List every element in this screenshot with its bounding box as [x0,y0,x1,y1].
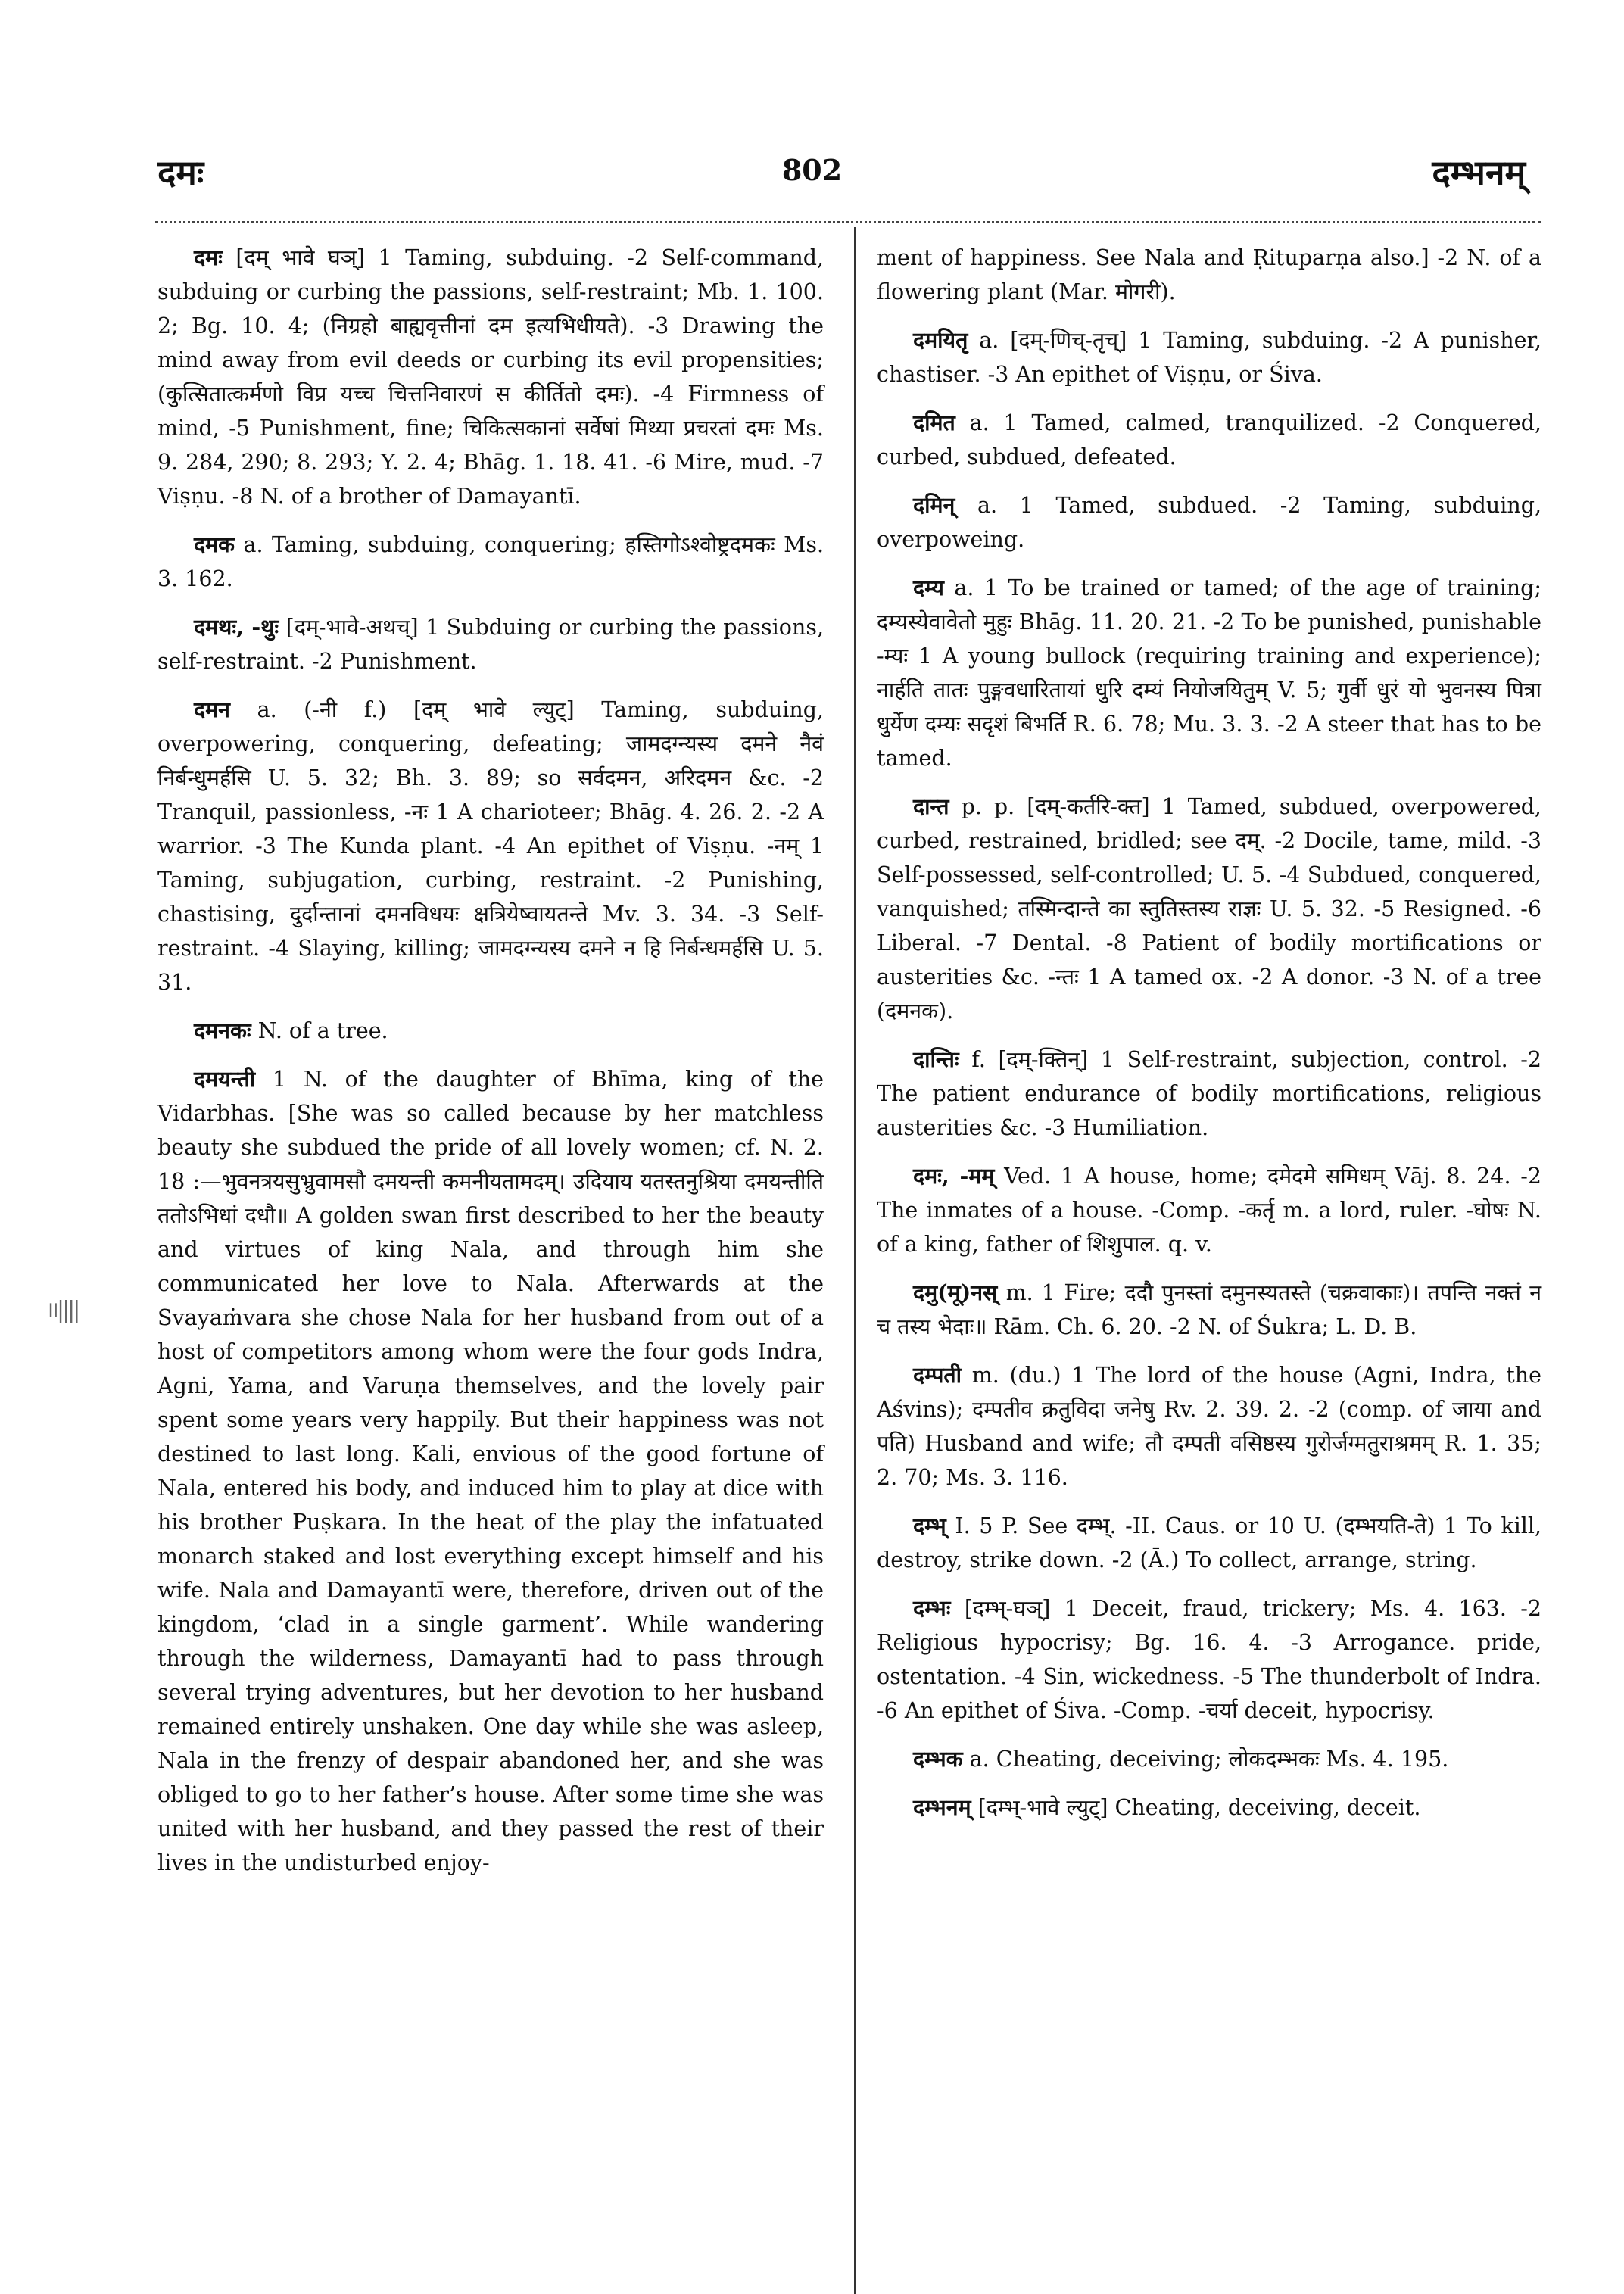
headword: दान्त [913,793,949,819]
definition: Ved. 1 A house, home; दमेदमे समिधम् Vāj. 8. 24. -2 The inmates of a house. -Comp. -कर्तृ m. a lord, ruler. -घोषः N. of a king, father of शिशुपाल. q. v. [877,1164,1541,1257]
headword: दम्भनम् [913,1794,971,1820]
dictionary-entry [157,693,824,999]
right-column [877,241,1541,1839]
headword: दमः, -मम् [913,1163,995,1189]
headword: दमन [194,697,230,722]
definition: p. p. [दम्-कर्तरि-क्त] 1 Tamed, subdued, overpowered, curbed, restrained, bridled; see दम्. -2 Docile, tame, mild. -3 Self-possessed, self-controlled; U. 5. -4 Subdued, conquered, vanquished; तस्मिन्दान्ते का स्तुतिस्तस्य राज्ञः U. 5. 32. -5 Resigned. -6 Liberal. -7 Dental. -8 Patient of bodily mortifications or austerities &c. -न्तः 1 A tamed ox. -2 A donor. -3 N. of a tree (दमनक). [877,794,1541,1024]
definition: a. 1 Tamed, subdued. -2 Taming, subduing, overpoweing. [877,493,1542,552]
headword: दम्पती [913,1362,962,1388]
dictionary-entry [157,1062,824,1880]
running-head-left: दमः [157,152,204,193]
dictionary-entry [157,528,824,596]
dictionary-entry [877,1509,1541,1577]
dictionary-entry [877,1276,1541,1344]
dictionary-entry-continued [877,241,1541,309]
dictionary-entry [877,1358,1541,1495]
definition: a. 1 To be trained or tamed; of the age of training; दम्यस्येवावेतो मुहुः Bhāg. 11. 20. 21. -2 To be punished, punishable -म्यः 1 A young bullock (requiring training and experience); नार्हति तातः पुङ्गवधारितायां धुरि दम्यं नियोजयितुम् V. 5; गुर्वी धुरं यो भुवनस्य पित्रा धुर्येण दम्यः सदृशं बिभर्ति R. 6. 78; Mu. 3. 3. -2 A steer that has to be tamed. [877,575,1541,771]
definition: a. [दम्-णिच्-तृच्] 1 Taming, subduing. -2 A punisher, chastiser. -3 An epithet of Viṣṇu, or Śiva. [877,328,1541,387]
page-number: 802 [781,153,843,187]
dictionary-entry [877,488,1541,556]
headword: दमु(मू)नस् [913,1279,998,1305]
definition: I. 5 P. See दम्भ्. -II. Caus. or 10 U. (दम्भयति-ते) 1 To kill, destroy, strike down. -2 (Ā.) To collect, arrange, string. [877,1513,1541,1572]
headword: दम्भक [913,1746,963,1772]
dictionary-entry [877,1591,1541,1728]
dictionary-entry [877,323,1541,391]
definition: a. Taming, subduing, conquering; हस्तिगोऽश्वोष्ट्रदमकः Ms. 3. 162. [157,532,824,591]
definition: f. [दम्-क्तिन्] 1 Self-restraint, subjection, control. -2 The patient endurance of bodily mortifications, religious austerities &c. -3 Humiliation. [877,1047,1542,1140]
dictionary-entry [157,610,824,678]
margin-mark: ॥|||| [45,1297,79,1323]
definition: [दम्भ्-घञ्] 1 Deceit, fraud, trickery; Ms. 4. 163. -2 Religious hypocrisy; Bg. 16. 4. -3 Arrogance. pride, ostentation. -4 Sin, wickedness. -5 The thunderbolt of Indra. -6 An epithet of Śiva. -Comp. -चर्या deceit, hypocrisy. [877,1596,1541,1723]
headword: दमः [194,245,223,270]
running-head-right: दम्भनम् [1432,152,1526,193]
definition: a. Cheating, deceiving; लोकदम्भकः Ms. 4. 195. [969,1747,1449,1772]
definition: m. (du.) 1 The lord of the house (Agni, Indra, the Aśvins); दम्पतीव क्रतुविदा जनेषु Rv. 2. 39. 2. -2 (comp. of जाया and पति) Husband and wife; तौ दम्पती वसिष्ठस्य गुरोर्जग्मतुराश्रमम् R. 1. 35; 2. 70; Ms. 3. 116. [877,1363,1541,1490]
definition: 1 N. of the daughter of Bhīma, king of the Vidarbhas. [She was so called because by her matchless beauty she subdued the pride of all lovely women; cf. N. 2. 18 :—भुवनत्रयसुभ्रुवामसौ दमयन्ती कमनीयतामदम्। उदियाय यतस्तनुश्रिया दमयन्तीति ततोऽभिधां दधौ॥ A golden swan first described to her the beauty and virtues of king Nala, and through him she communicated her love to Nala. Afterwards at the Svayaṁvara she chose Nala for her husband from out of a host of competitors among whom were the four gods Indra, Agni, Yama, and Varuṇa themselves, and the lovely pair spent some years very happily. But their happiness was not destined to last long. Kali, envious of the good fortune of Nala, entered his body, and induced him to play at dice with his brother Puṣkara. In the heat of the play the infatuated monarch staked and lost everything except himself and his wife. Nala and Damayantī were, therefore, driven out of the kingdom, ‘clad in a single garment’. While wandering through the wilderness, Damayantī had to pass through several trying adventures, but her devotion to her husband remained entirely unshaken. One day while she was asleep, Nala in the frenzy of despair abandoned her, and she was obliged to go to her father’s house. After some time she was united with her husband, and they passed the rest of their lives in the undisturbed enjoy- [157,1067,824,1875]
dictionary-entry [157,241,824,513]
definition: [दम्भ्-भावे ल्युट्] Cheating, deceiving, deceit. [977,1795,1421,1820]
dictionary-entry [877,1159,1541,1261]
left-column [157,241,824,1894]
definition: m. 1 Fire; ददौ पुनस्तां दमुनस्यतस्ते (चक्रवाकाः)। तपन्ति नक्तं न च तस्य भेदाः॥ Rām. Ch. 6. 20. -2 N. of Śukra; L. D. B. [877,1280,1542,1339]
headword: दान्तिः [913,1046,959,1072]
dictionary-entry [157,1014,824,1048]
definition: a. 1 Tamed, calmed, tranquilized. -2 Conquered, curbed, subdued, defeated. [877,410,1541,469]
headword: दमिन् [913,492,955,518]
headword: दमथः, -थुः [194,614,279,640]
dictionary-entry [877,790,1541,1028]
headword: दमित [913,410,955,435]
definition: N. of a tree. [257,1018,388,1043]
headword: दम्भः [913,1595,951,1621]
header-rule [155,221,1541,223]
dictionary-entry [877,1742,1541,1776]
headword: दमक [194,531,235,557]
column-divider [854,227,856,2294]
definition: ment of happiness. See Nala and Ṛituparṇa also.] -2 N. of a flowering plant (Mar. मोगरी). [877,245,1541,304]
headword: दम्भ् [913,1513,946,1538]
definition: [दम्-भावे-अथच्] 1 Subduing or curbing the passions, self-restraint. -2 Punishment. [157,615,824,674]
definition: a. (-नी f.) [दम् भावे ल्युट्] Taming, subduing, overpowering, conquering, defeating; जामदग्न्यस्य दमने नैवं निर्बन्धुमर्हसि U. 5. 32; Bh. 3. 89; so सर्वदमन, अरिदमन &c. -2 Tranquil, passionless, -नः 1 A charioteer; Bhāg. 4. 26. 2. -2 A warrior. -3 The Kunda plant. -4 An epithet of Viṣṇu. -नम् 1 Taming, subjugation, curbing, restraint. -2 Punishing, chastising, दुर्दान्तानां दमनविधयः क्षत्रियेष्वायतन्ते Mv. 3. 34. -3 Self-restraint. -4 Slaying, killing; जामदग्न्यस्य दमने न हि निर्बन्धमर्हसि U. 5. 31. [157,697,824,995]
definition: [दम् भावे घञ्] 1 Taming, subduing. -2 Self-command, subduing or curbing the passions, self-restraint; Mb. 1. 100. 2; Bg. 10. 4; (निग्रहो बाह्यवृत्तीनां दम इत्यभिधीयते). -3 Drawing the mind away from evil deeds or curbing its evil propensities; (कुत्सितात्कर्मणो विप्र यच्च चित्तनिवारणं स कीर्तितो दमः). -4 Firmness of mind, -5 Punishment, fine; चिकित्सकानां सर्वेषां मिथ्या प्रचरतां दमः Ms. 9. 284, 290; 8. 293; Y. 2. 4; Bhāg. 1. 18. 41. -6 Mire, mud. -7 Viṣṇu. -8 N. of a brother of Damayantī. [157,245,824,509]
headword: दमयितृ [913,327,968,353]
headword: दम्य [913,575,944,600]
dictionary-entry [877,571,1541,775]
dictionary-entry [877,1043,1541,1145]
dictionary-entry [877,1791,1541,1825]
headword: दमनकः [194,1018,251,1043]
dictionary-entry [877,406,1541,474]
headword: दमयन्ती [194,1066,256,1092]
